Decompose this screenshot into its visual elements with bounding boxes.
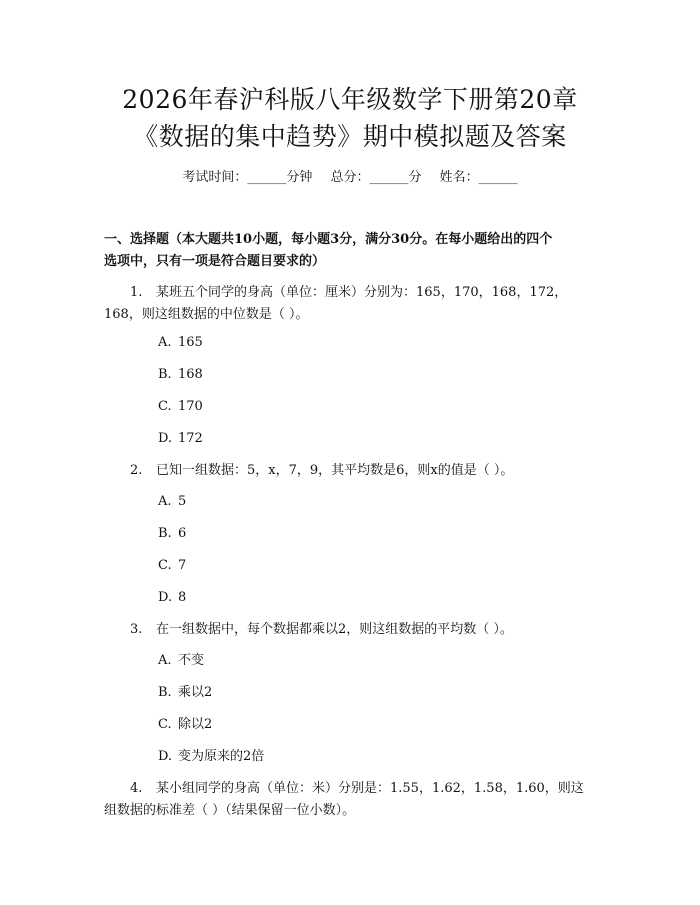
- option-2c: C. 7: [158, 558, 187, 573]
- question-text-line-1: 在一组数据中，每个数据都乘以2，则这组数据的平均数（ ）。: [156, 622, 513, 637]
- option-1a: A. 165: [158, 335, 203, 350]
- question-number: 3.: [130, 622, 143, 637]
- question-1: [104, 282, 602, 326]
- question-2: [104, 460, 602, 482]
- exam-info: [0, 169, 700, 187]
- option-1b: B. 168: [158, 367, 203, 382]
- option-3b: B. 乘以2: [158, 685, 213, 700]
- document-title-line-1: 2026年春沪科版八年级数学下册第20章: [122, 85, 578, 114]
- option-3a: A. 不变: [158, 653, 205, 668]
- option-2b: B. 6: [158, 526, 187, 541]
- question-text-line-2: 168，则这组数据的中位数是（ ）。: [104, 307, 309, 322]
- option-3d: D. 变为原来的2倍: [158, 749, 265, 764]
- section-heading: [104, 229, 604, 273]
- document-title-line-2: 《数据的集中趋势》期中模拟题及答案: [133, 122, 567, 151]
- question-number: 1.: [130, 285, 143, 300]
- option-3c: C. 除以2: [158, 717, 213, 732]
- question-3: [104, 619, 602, 641]
- question-4: [104, 778, 602, 822]
- question-text-line-1: 已知一组数据：5，x，7，9，其平均数是6，则x的值是（ ）。: [156, 463, 514, 478]
- question-text-line-2: 组数据的标准差（ ）（结果保留一位小数）。: [104, 803, 356, 818]
- section-heading-line-2: 选项中，只有一项是符合题目要求的）: [104, 254, 326, 269]
- student-name: 姓名：______: [439, 170, 518, 185]
- question-number: 4.: [130, 781, 143, 796]
- question-text-line-1: 某班五个同学的身高（单位：厘米）分别为：165，170，168，172，: [156, 285, 568, 300]
- option-1d: D. 172: [158, 431, 203, 446]
- question-number: 2.: [130, 463, 143, 478]
- exam-total-score: 总分：______分: [330, 170, 422, 185]
- option-2a: A. 5: [158, 494, 187, 509]
- section-heading-line-1: 一、选择题（本大题共10小题，每小题3分，满分30分。在每小题给出的四个: [104, 232, 553, 247]
- question-text-line-1: 某小组同学的身高（单位：米）分别是：1.55，1.62，1.58，1.60，则这: [156, 781, 584, 796]
- exam-time: 考试时间：______分钟: [182, 170, 313, 185]
- option-1c: C. 170: [158, 399, 203, 414]
- option-2d: D. 8: [158, 590, 187, 605]
